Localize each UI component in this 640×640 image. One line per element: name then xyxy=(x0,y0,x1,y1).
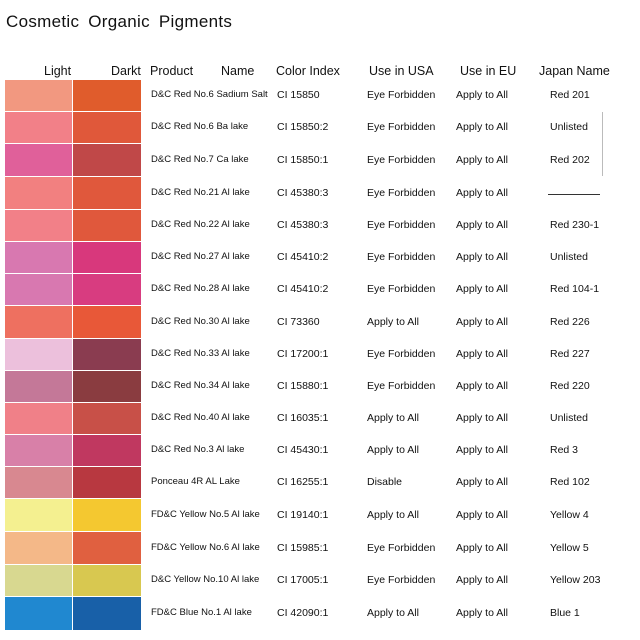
japan-name: Yellow 203 xyxy=(550,574,601,586)
use-in-usa: Eye Forbidden xyxy=(367,153,436,166)
page-title: Cosmetic Organic Pigments xyxy=(6,12,233,31)
light-swatch xyxy=(5,499,72,531)
color-index: CI 15850 xyxy=(277,89,320,101)
japan-name: Blue 1 xyxy=(550,607,580,619)
use-in-usa: Apply to All xyxy=(367,508,419,521)
dark-swatch xyxy=(73,210,141,241)
use-in-usa: Disable xyxy=(367,476,403,488)
japan-name: Red 201 xyxy=(550,89,590,101)
use-in-eu: Apply to All xyxy=(456,476,508,488)
dark-swatch xyxy=(73,306,141,338)
use-in-usa: Eye Forbidden xyxy=(367,541,436,554)
use-in-eu: Apply to All xyxy=(456,412,508,424)
dark-swatch xyxy=(73,339,141,370)
product-name: D&C Red No.6 Sadium Salt xyxy=(151,89,268,100)
header-use-in-usa: Use in USA xyxy=(369,64,434,78)
use-in-usa: Eye Forbidden xyxy=(367,283,436,295)
light-swatch xyxy=(5,210,72,241)
color-index: CI 15850:1 xyxy=(277,153,329,166)
japan-name: Red 220 xyxy=(550,380,590,392)
use-in-eu: Apply to All xyxy=(456,607,508,619)
color-index: CI 16035:1 xyxy=(277,412,329,424)
use-in-usa: Eye Forbidden xyxy=(367,121,436,133)
light-swatch xyxy=(5,532,72,564)
product-name: D&C Red No.22 Al lake xyxy=(151,219,250,230)
dark-swatch xyxy=(73,371,141,402)
light-swatch xyxy=(5,177,72,209)
dark-swatch xyxy=(73,242,141,273)
color-index: CI 17005:1 xyxy=(277,574,329,586)
color-index: CI 42090:1 xyxy=(277,607,329,619)
header-japan-name: Japan Name xyxy=(539,64,610,78)
light-swatch xyxy=(5,274,72,305)
japan-name: Red 227 xyxy=(550,348,590,360)
product-name: D&C Red No.40 Al lake xyxy=(151,412,250,423)
japan-name: Red 202 xyxy=(550,153,590,166)
light-swatch xyxy=(5,80,72,111)
use-in-usa: Eye Forbidden xyxy=(367,186,436,199)
dark-swatch xyxy=(73,597,141,630)
use-in-eu: Apply to All xyxy=(456,251,508,263)
color-index: CI 16255:1 xyxy=(277,476,329,488)
japan-name: Red 104-1 xyxy=(550,283,600,295)
japan-name: Yellow 5 xyxy=(550,541,589,554)
use-in-usa: Eye Forbidden xyxy=(367,219,436,231)
use-in-eu: Apply to All xyxy=(456,153,508,166)
product-name: FD&C Yellow No.5 Al lake xyxy=(151,508,260,520)
use-in-eu: Apply to All xyxy=(456,574,508,586)
use-in-usa: Eye Forbidden xyxy=(367,348,436,360)
light-swatch xyxy=(5,112,72,143)
header-color-index: Color Index xyxy=(276,64,340,78)
light-swatch xyxy=(5,306,72,338)
product-name: D&C Red No.6 Ba lake xyxy=(151,121,249,132)
dark-swatch xyxy=(73,435,141,466)
product-name: D&C Red No.3 Al lake xyxy=(151,444,245,455)
japan-name: Unlisted xyxy=(550,251,588,263)
light-swatch xyxy=(5,467,72,498)
color-index: CI 17200:1 xyxy=(277,348,329,360)
use-in-eu: Apply to All xyxy=(456,444,508,456)
product-name: D&C Red No.28 Al lake xyxy=(151,283,250,294)
column-divider xyxy=(602,112,603,176)
japan-name: Unlisted xyxy=(550,412,588,424)
color-index: CI 45430:1 xyxy=(277,444,329,456)
use-in-usa: Apply to All xyxy=(367,412,419,424)
dark-swatch xyxy=(73,177,141,209)
use-in-usa: Apply to All xyxy=(367,444,419,456)
color-index: CI 15985:1 xyxy=(277,541,329,554)
color-index: CI 73360 xyxy=(277,315,320,328)
product-name: D&C Red No.21 Al lake xyxy=(151,186,250,198)
light-swatch xyxy=(5,371,72,402)
header-name: Name xyxy=(221,64,255,78)
japan-name: Red 226 xyxy=(550,315,590,328)
use-in-usa: Apply to All xyxy=(367,315,419,328)
use-in-usa: Eye Forbidden xyxy=(367,89,436,101)
use-in-eu: Apply to All xyxy=(456,186,508,199)
use-in-eu: Apply to All xyxy=(456,315,508,328)
dark-swatch xyxy=(73,499,141,531)
japan-name: Yellow 4 xyxy=(550,508,589,521)
product-name: FD&C Blue No.1 Al lake xyxy=(151,607,252,618)
use-in-eu: Apply to All xyxy=(456,508,508,521)
dark-swatch xyxy=(73,532,141,564)
japan-name: Unlisted xyxy=(550,121,588,133)
dark-swatch xyxy=(73,112,141,143)
color-index: CI 45380:3 xyxy=(277,219,329,231)
use-in-eu: Apply to All xyxy=(456,219,508,231)
color-index: CI 15850:2 xyxy=(277,121,329,133)
dark-swatch xyxy=(73,274,141,305)
header-product: Product xyxy=(150,64,194,78)
use-in-eu: Apply to All xyxy=(456,121,508,133)
product-name: D&C Yellow No.10 Al lake xyxy=(151,574,260,585)
use-in-usa: Eye Forbidden xyxy=(367,251,436,263)
use-in-usa: Eye Forbidden xyxy=(367,574,436,586)
dark-swatch xyxy=(73,565,141,596)
japan-name: Red 230-1 xyxy=(550,219,600,231)
product-name: D&C Red No.34 Al lake xyxy=(151,380,250,391)
use-in-eu: Apply to All xyxy=(456,380,508,392)
use-in-eu: Apply to All xyxy=(456,283,508,295)
header-dark: Darkt xyxy=(111,64,141,78)
color-index: CI 19140:1 xyxy=(277,508,329,521)
light-swatch xyxy=(5,403,72,434)
dark-swatch xyxy=(73,403,141,434)
japan-name: Red 3 xyxy=(550,444,579,456)
light-swatch xyxy=(5,565,72,596)
use-in-eu: Apply to All xyxy=(456,541,508,554)
use-in-usa: Apply to All xyxy=(367,607,419,619)
dark-swatch xyxy=(73,144,141,176)
japan-name-dash xyxy=(548,194,600,195)
use-in-usa: Eye Forbidden xyxy=(367,380,436,392)
use-in-eu: Apply to All xyxy=(456,348,508,360)
product-name: D&C Red No.7 Ca lake xyxy=(151,153,249,165)
use-in-eu: Apply to All xyxy=(456,89,508,101)
header-use-in-eu: Use in EU xyxy=(460,64,517,78)
product-name: D&C Red No.33 Al lake xyxy=(151,348,250,359)
dark-swatch xyxy=(73,467,141,498)
product-name: D&C Red No.27 Al lake xyxy=(151,251,250,262)
header-light: Light xyxy=(44,64,72,78)
product-name: Ponceau 4R AL Lake xyxy=(151,476,240,487)
color-index: CI 45410:2 xyxy=(277,251,329,263)
color-index: CI 45410:2 xyxy=(277,283,329,295)
product-name: D&C Red No.30 Al lake xyxy=(151,315,250,327)
light-swatch xyxy=(5,435,72,466)
light-swatch xyxy=(5,597,72,630)
light-swatch xyxy=(5,339,72,370)
dark-swatch xyxy=(73,80,141,111)
light-swatch xyxy=(5,242,72,273)
light-swatch xyxy=(5,144,72,176)
product-name: FD&C Yellow No.6 Al lake xyxy=(151,541,260,553)
color-index: CI 15880:1 xyxy=(277,380,329,392)
color-index: CI 45380:3 xyxy=(277,186,329,199)
japan-name: Red 102 xyxy=(550,476,590,488)
